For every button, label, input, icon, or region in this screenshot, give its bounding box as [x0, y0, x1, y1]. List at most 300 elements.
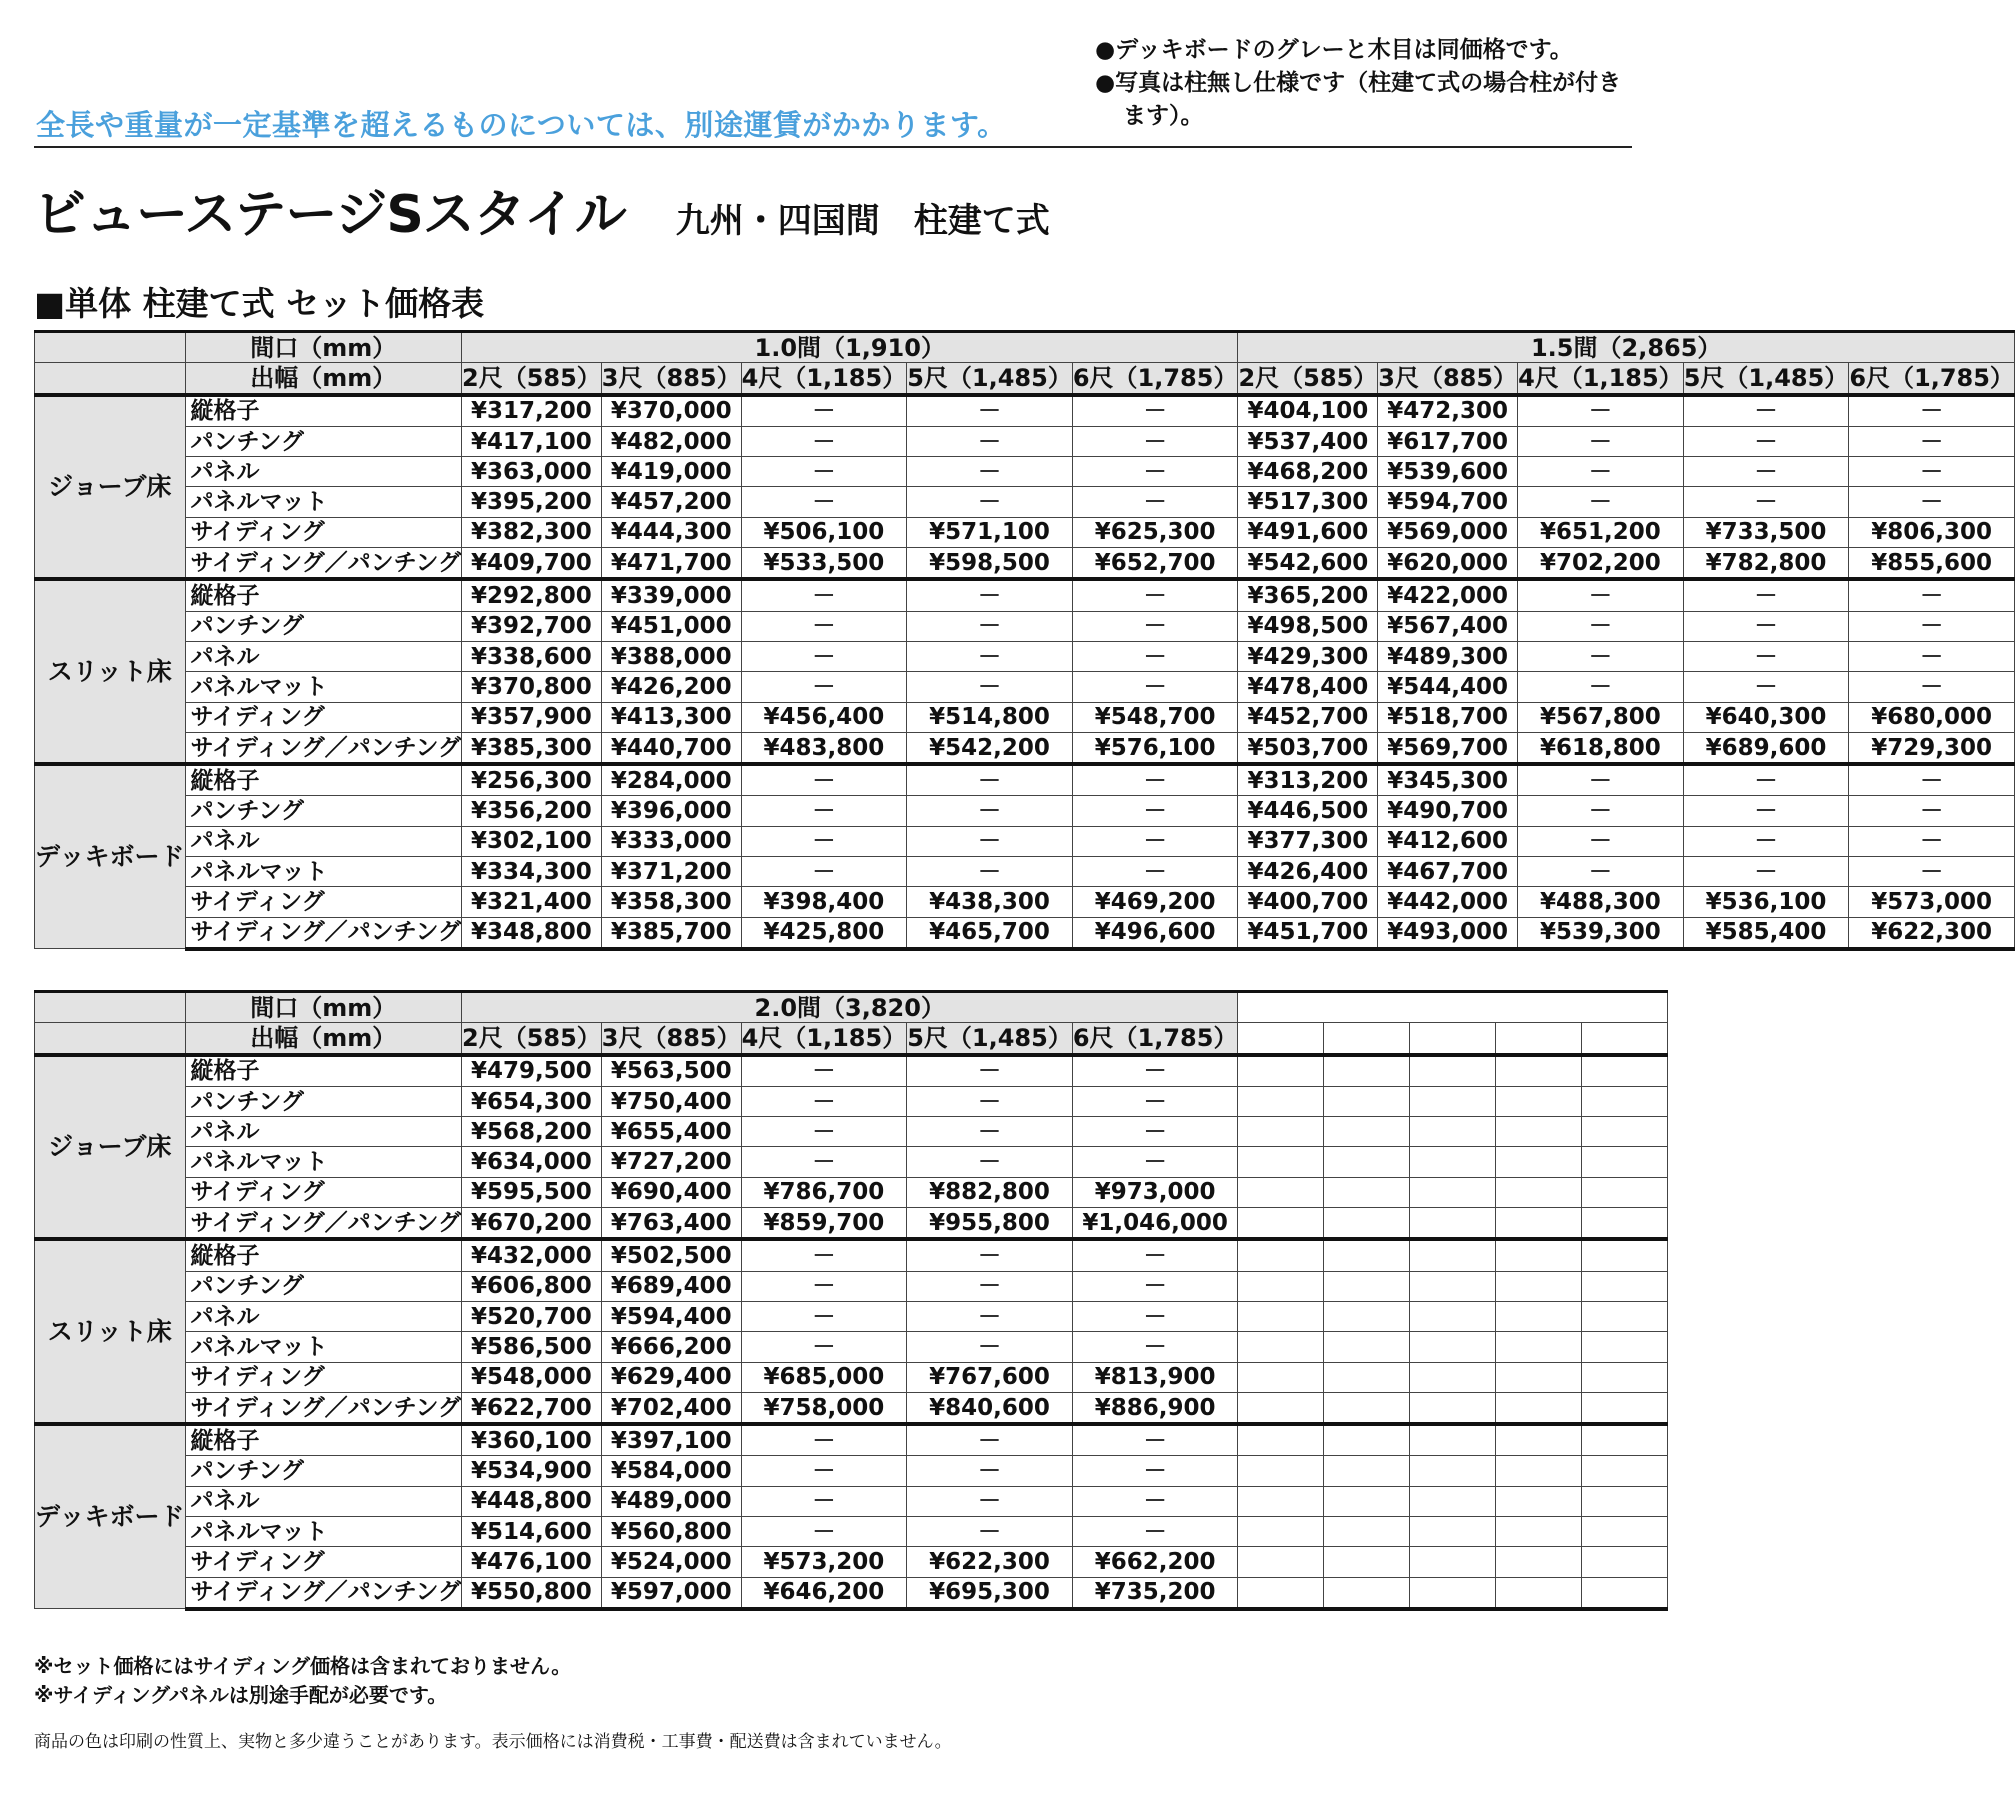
table-row: [35, 1117, 1668, 1147]
price-cell: －: [741, 1239, 907, 1271]
price-cell: ¥334,300: [462, 857, 602, 887]
table-row: [35, 796, 2015, 826]
price-cell: ¥422,000: [1378, 579, 1518, 611]
empty-cell: [1582, 1547, 1668, 1577]
top-note: ●写真は柱無し仕様です（柱建て式の場合柱が付きます）。: [1095, 70, 1622, 129]
price-cell: ¥313,200: [1238, 764, 1378, 796]
price-cell: －: [907, 1301, 1073, 1331]
price-cell: －: [1072, 395, 1238, 427]
price-cell: －: [741, 1086, 907, 1116]
table-row: [35, 917, 2015, 949]
row-label: サイディング／パンチング: [185, 1392, 461, 1424]
price-cell: ¥396,000: [601, 796, 741, 826]
row-label: サイディング: [185, 1547, 461, 1577]
price-cell: ¥882,800: [907, 1177, 1073, 1207]
empty-cell: [1496, 1208, 1582, 1240]
price-cell: －: [1683, 764, 1849, 796]
price-cell: －: [741, 1055, 907, 1087]
empty-cell: [1324, 1547, 1410, 1577]
empty-cell: [1324, 1577, 1410, 1609]
table-row: [35, 1362, 1668, 1392]
empty-cell: [1496, 1392, 1582, 1424]
price-cell: －: [741, 1271, 907, 1301]
price-cell: ¥618,800: [1518, 732, 1684, 764]
empty-cell: [1410, 1301, 1496, 1331]
floor-label: ジョーブ床: [35, 395, 186, 580]
empty-cell: [1582, 1424, 1668, 1456]
price-cell: ¥548,700: [1072, 702, 1238, 732]
price-cell: －: [1849, 796, 2015, 826]
price-cell: －: [907, 1486, 1073, 1516]
empty-cell: [1410, 1117, 1496, 1147]
price-cell: －: [1518, 395, 1684, 427]
page-title: ビューステージSスタイル: [34, 185, 626, 245]
price-cell: ¥859,700: [741, 1208, 907, 1240]
empty-cell: [1238, 1239, 1324, 1271]
price-cell: －: [1072, 1332, 1238, 1362]
empty-cell: [1324, 1239, 1410, 1271]
price-cell: ¥467,700: [1378, 857, 1518, 887]
empty-cell: [1324, 1424, 1410, 1456]
header-corner: [35, 1023, 186, 1055]
row-label: パネル: [185, 641, 461, 671]
price-cell: －: [741, 826, 907, 856]
empty-cell: [1582, 1486, 1668, 1516]
empty-cell: [1410, 1547, 1496, 1577]
price-cell: ¥426,200: [601, 672, 741, 702]
row-label: パネル: [185, 1117, 461, 1147]
price-cell: －: [1849, 457, 2015, 487]
price-cell: －: [1518, 426, 1684, 456]
price-cell: ¥365,200: [1238, 579, 1378, 611]
price-cell: ¥321,400: [462, 887, 602, 917]
empty-cell: [1410, 1239, 1496, 1271]
empty-cell: [1238, 1547, 1324, 1577]
floor-label: デッキボード: [35, 764, 186, 949]
empty-cell: [1582, 1332, 1668, 1362]
price-cell: ¥539,300: [1518, 917, 1684, 949]
price-cell: ¥479,500: [462, 1055, 602, 1087]
price-cell: －: [1072, 796, 1238, 826]
row-label: サイディング: [185, 702, 461, 732]
empty-cell: [1496, 1239, 1582, 1271]
price-cell: －: [741, 579, 907, 611]
price-cell: －: [1849, 857, 2015, 887]
price-cell: ¥617,700: [1378, 426, 1518, 456]
price-cell: ¥506,100: [741, 517, 907, 547]
price-cell: －: [741, 857, 907, 887]
header-rule: [34, 146, 1632, 148]
price-cell: －: [907, 611, 1073, 641]
price-cell: ¥567,400: [1378, 611, 1518, 641]
empty-cell: [1582, 1301, 1668, 1331]
empty-cell: [1324, 1147, 1410, 1177]
price-cell: ¥317,200: [462, 395, 602, 427]
price-cell: ¥382,300: [462, 517, 602, 547]
price-cell: －: [741, 1332, 907, 1362]
price-cell: ¥333,000: [601, 826, 741, 856]
empty-cell: [1238, 1332, 1324, 1362]
price-cell: ¥514,600: [462, 1517, 602, 1547]
price-cell: ¥544,400: [1378, 672, 1518, 702]
price-cell: ¥689,600: [1683, 732, 1849, 764]
floor-label: ジョーブ床: [35, 1055, 186, 1240]
price-cell: ¥594,400: [601, 1301, 741, 1331]
price-cell: －: [907, 487, 1073, 517]
empty-cell: [1582, 1147, 1668, 1177]
table-row: [35, 857, 2015, 887]
empty-cell: [1410, 1147, 1496, 1177]
price-cell: ¥444,300: [601, 517, 741, 547]
price-cell: ¥767,600: [907, 1362, 1073, 1392]
table-row: [35, 611, 2015, 641]
span-header: 1.0間（1,910）: [462, 332, 1238, 363]
header-corner: [35, 363, 186, 395]
price-cell: －: [1072, 1147, 1238, 1177]
depth-header: 6尺（1,785）: [1072, 1023, 1238, 1055]
price-cell: ¥483,800: [741, 732, 907, 764]
price-cell: －: [1683, 796, 1849, 826]
row-label: サイディング: [185, 887, 461, 917]
top-note: ●デッキボードのグレーと木目は同価格です。: [1095, 37, 1573, 63]
price-cell: ¥493,000: [1378, 917, 1518, 949]
price-cell: －: [1072, 1055, 1238, 1087]
price-cell: －: [741, 1517, 907, 1547]
price-cell: ¥758,000: [741, 1392, 907, 1424]
empty-cell: [1238, 1486, 1324, 1516]
price-cell: －: [1072, 1456, 1238, 1486]
table-row: [35, 1239, 1668, 1271]
price-cell: －: [907, 395, 1073, 427]
price-cell: －: [741, 611, 907, 641]
price-cell: －: [741, 1147, 907, 1177]
row-label: パネルマット: [185, 672, 461, 702]
row-label: パンチング: [185, 611, 461, 641]
row-label: パンチング: [185, 1086, 461, 1116]
table-row: [35, 1177, 1668, 1207]
table-row: [35, 1301, 1668, 1331]
empty-cell: [1324, 1271, 1410, 1301]
price-cell: －: [907, 826, 1073, 856]
row-label: パネル: [185, 826, 461, 856]
price-cell: －: [1518, 796, 1684, 826]
row-label: パンチング: [185, 426, 461, 456]
table-row: [35, 887, 2015, 917]
price-cell: －: [1072, 857, 1238, 887]
price-cell: ¥680,000: [1849, 702, 2015, 732]
price-cell: ¥478,400: [1238, 672, 1378, 702]
empty-cell: [1496, 1547, 1582, 1577]
price-cell: ¥503,700: [1238, 732, 1378, 764]
empty-cell: [1410, 1424, 1496, 1456]
header-corner: [35, 332, 186, 363]
price-cell: －: [1072, 764, 1238, 796]
price-cell: ¥377,300: [1238, 826, 1378, 856]
table-row: [35, 426, 2015, 456]
row-label: パンチング: [185, 1271, 461, 1301]
floor-label: スリット床: [35, 1239, 186, 1424]
row-label: サイディング／パンチング: [185, 1577, 461, 1609]
price-cell: ¥539,600: [1378, 457, 1518, 487]
empty-cell: [1410, 1023, 1496, 1055]
price-cell: ¥429,300: [1238, 641, 1378, 671]
span-header: 1.5間（2,865）: [1238, 332, 2014, 363]
price-cell: ¥886,900: [1072, 1392, 1238, 1424]
table-row: [35, 1332, 1668, 1362]
empty-cell: [1238, 1086, 1324, 1116]
price-cell: ¥448,800: [462, 1486, 602, 1516]
price-cell: －: [1072, 672, 1238, 702]
empty-cell: [1410, 1332, 1496, 1362]
price-cell: －: [1072, 1301, 1238, 1331]
row-label: パネルマット: [185, 1147, 461, 1177]
price-cell: ¥786,700: [741, 1177, 907, 1207]
price-cell: －: [1072, 1086, 1238, 1116]
price-cell: －: [1683, 426, 1849, 456]
empty-cell: [1496, 1301, 1582, 1331]
price-cell: －: [1683, 641, 1849, 671]
price-cell: ¥955,800: [907, 1208, 1073, 1240]
empty-cell: [1496, 1362, 1582, 1392]
price-cell: －: [907, 457, 1073, 487]
price-cell: ¥472,300: [1378, 395, 1518, 427]
depth-header: 2尺（585）: [1238, 363, 1378, 395]
table-row: [35, 732, 2015, 764]
empty-cell: [1582, 1271, 1668, 1301]
price-cell: ¥358,300: [601, 887, 741, 917]
price-cell: －: [1683, 857, 1849, 887]
price-cell: －: [907, 857, 1073, 887]
price-cell: －: [1518, 579, 1684, 611]
depth-header: 5尺（1,485）: [1683, 363, 1849, 395]
price-cell: ¥750,400: [601, 1086, 741, 1116]
price-cell: －: [741, 764, 907, 796]
table-row: [35, 764, 2015, 796]
price-cell: ¥670,200: [462, 1208, 602, 1240]
price-cell: ¥542,200: [907, 732, 1073, 764]
price-cell: ¥413,300: [601, 702, 741, 732]
empty-cell: [1238, 1424, 1324, 1456]
price-cell: －: [741, 1486, 907, 1516]
depth-label: 出幅（mm）: [185, 1023, 461, 1055]
price-cell: ¥490,700: [1378, 796, 1518, 826]
depth-header: 4尺（1,185）: [741, 363, 907, 395]
table-row: [35, 1271, 1668, 1301]
row-label: パンチング: [185, 1456, 461, 1486]
price-cell: ¥489,300: [1378, 641, 1518, 671]
depth-label: 出幅（mm）: [185, 363, 461, 395]
depth-header: 6尺（1,785）: [1072, 363, 1238, 395]
price-cell: －: [907, 426, 1073, 456]
price-cell: ¥568,200: [462, 1117, 602, 1147]
depth-header: 5尺（1,485）: [907, 1023, 1073, 1055]
price-cell: ¥594,700: [1378, 487, 1518, 517]
row-label: サイディング／パンチング: [185, 548, 461, 580]
price-cell: －: [907, 1055, 1073, 1087]
row-label: パネルマット: [185, 857, 461, 887]
empty-cell: [1410, 1086, 1496, 1116]
price-cell: －: [741, 672, 907, 702]
depth-header: 3尺（885）: [1378, 363, 1518, 395]
price-cell: －: [907, 579, 1073, 611]
price-cell: ¥548,000: [462, 1362, 602, 1392]
price-cell: ¥524,000: [601, 1547, 741, 1577]
empty-cell: [1324, 1362, 1410, 1392]
empty-cell: [1496, 1177, 1582, 1207]
price-cell: －: [1518, 826, 1684, 856]
empty-cell: [1324, 1055, 1410, 1087]
depth-header: 4尺（1,185）: [1518, 363, 1684, 395]
price-cell: ¥598,500: [907, 548, 1073, 580]
table-row: [35, 1456, 1668, 1486]
row-label: サイディング: [185, 1362, 461, 1392]
empty-cell: [1238, 1117, 1324, 1147]
price-cell: ¥363,000: [462, 457, 602, 487]
empty-cell: [1324, 1023, 1410, 1055]
price-cell: ¥569,000: [1378, 517, 1518, 547]
price-cell: ¥476,100: [462, 1547, 602, 1577]
price-cell: ¥573,000: [1849, 887, 2015, 917]
price-cell: －: [1683, 672, 1849, 702]
row-label: サイディング／パンチング: [185, 1208, 461, 1240]
price-cell: －: [1518, 764, 1684, 796]
price-cell: ¥371,200: [601, 857, 741, 887]
table-row: [35, 702, 2015, 732]
empty-cell: [1324, 1456, 1410, 1486]
table-row: [35, 1517, 1668, 1547]
empty-cell: [1410, 1456, 1496, 1486]
table-row: [35, 487, 2015, 517]
price-cell: ¥457,200: [601, 487, 741, 517]
span-header: 2.0間（3,820）: [462, 992, 1238, 1023]
price-cell: ¥689,400: [601, 1271, 741, 1301]
row-label: 縦格子: [185, 1424, 461, 1456]
price-cell: ¥514,800: [907, 702, 1073, 732]
price-cell: －: [1072, 1117, 1238, 1147]
price-cell: －: [907, 796, 1073, 826]
price-cell: －: [907, 1239, 1073, 1271]
price-cell: ¥385,700: [601, 917, 741, 949]
price-cell: －: [1683, 395, 1849, 427]
price-cell: ¥469,200: [1072, 887, 1238, 917]
empty-cell: [1582, 1177, 1668, 1207]
price-cell: －: [1072, 826, 1238, 856]
empty-cell: [1496, 1456, 1582, 1486]
price-cell: ¥482,000: [601, 426, 741, 456]
width-label: 間口（mm）: [185, 332, 461, 363]
price-cell: ¥392,700: [462, 611, 602, 641]
price-cell: －: [907, 641, 1073, 671]
price-cell: ¥451,000: [601, 611, 741, 641]
depth-header: 2尺（585）: [462, 1023, 602, 1055]
empty-cell: [1582, 1086, 1668, 1116]
empty-cell: [1238, 1271, 1324, 1301]
price-cell: ¥451,700: [1238, 917, 1378, 949]
row-label: 縦格子: [185, 1239, 461, 1271]
top-notes: [1095, 34, 1635, 133]
empty-cell: [1496, 1086, 1582, 1116]
empty-cell: [1324, 1177, 1410, 1207]
row-label: サイディング: [185, 1177, 461, 1207]
empty-cell: [1496, 1424, 1582, 1456]
price-cell: ¥763,400: [601, 1208, 741, 1240]
price-cell: ¥284,000: [601, 764, 741, 796]
empty-cell: [1496, 1577, 1582, 1609]
table-row: [35, 548, 2015, 580]
price-cell: ¥302,100: [462, 826, 602, 856]
price-cell: ¥573,200: [741, 1547, 907, 1577]
price-cell: ¥489,000: [601, 1486, 741, 1516]
price-cell: －: [907, 1271, 1073, 1301]
price-cell: ¥640,300: [1683, 702, 1849, 732]
empty-cell: [1410, 1486, 1496, 1516]
row-label: パネル: [185, 457, 461, 487]
empty-cell: [1582, 1392, 1668, 1424]
row-label: パネル: [185, 1301, 461, 1331]
price-cell: ¥397,100: [601, 1424, 741, 1456]
price-cell: －: [907, 1517, 1073, 1547]
depth-header: 5尺（1,485）: [907, 363, 1073, 395]
table-row: [35, 826, 2015, 856]
depth-header: 4尺（1,185）: [741, 1023, 907, 1055]
empty-cell: [1496, 1271, 1582, 1301]
price-cell: －: [907, 1456, 1073, 1486]
price-cell: ¥702,200: [1518, 548, 1684, 580]
price-cell: －: [907, 1086, 1073, 1116]
price-cell: －: [1072, 641, 1238, 671]
price-cell: －: [741, 487, 907, 517]
empty-cell: [1582, 1117, 1668, 1147]
price-cell: ¥456,400: [741, 702, 907, 732]
price-cell: ¥517,300: [1238, 487, 1378, 517]
price-cell: ¥651,200: [1518, 517, 1684, 547]
depth-header: 6尺（1,785）: [1849, 363, 2015, 395]
price-cell: －: [741, 426, 907, 456]
price-cell: －: [741, 1424, 907, 1456]
price-cell: ¥813,900: [1072, 1362, 1238, 1392]
price-cell: ¥292,800: [462, 579, 602, 611]
price-cell: ¥360,100: [462, 1424, 602, 1456]
table-row: [35, 1086, 1668, 1116]
price-cell: ¥395,200: [462, 487, 602, 517]
price-cell: ¥727,200: [601, 1147, 741, 1177]
price-cell: ¥595,500: [462, 1177, 602, 1207]
price-cell: ¥409,700: [462, 548, 602, 580]
depth-header: 3尺（885）: [601, 363, 741, 395]
page-subtitle: 九州・四国間 柱建て式: [675, 201, 1050, 241]
empty-cell: [1324, 1301, 1410, 1331]
price-cell: ¥339,000: [601, 579, 741, 611]
empty-cell: [1238, 1147, 1324, 1177]
price-cell: ¥563,500: [601, 1055, 741, 1087]
price-cell: －: [1849, 611, 2015, 641]
empty-cell: [1582, 1208, 1668, 1240]
price-cell: ¥426,400: [1238, 857, 1378, 887]
price-cell: ¥662,200: [1072, 1547, 1238, 1577]
price-cell: ¥622,300: [907, 1547, 1073, 1577]
price-cell: ¥655,400: [601, 1117, 741, 1147]
empty-cell: [1324, 1086, 1410, 1116]
empty-cell: [1238, 992, 1668, 1023]
price-cell: ¥973,000: [1072, 1177, 1238, 1207]
price-cell: －: [1518, 641, 1684, 671]
price-cell: ¥498,500: [1238, 611, 1378, 641]
price-cell: ¥606,800: [462, 1271, 602, 1301]
shipping-notice: 全長や重量が一定基準を超えるものについては、別途運賃がかかります。: [36, 108, 1007, 142]
table-row: [35, 1392, 1668, 1424]
price-cell: －: [907, 1424, 1073, 1456]
table-row: [35, 1547, 1668, 1577]
